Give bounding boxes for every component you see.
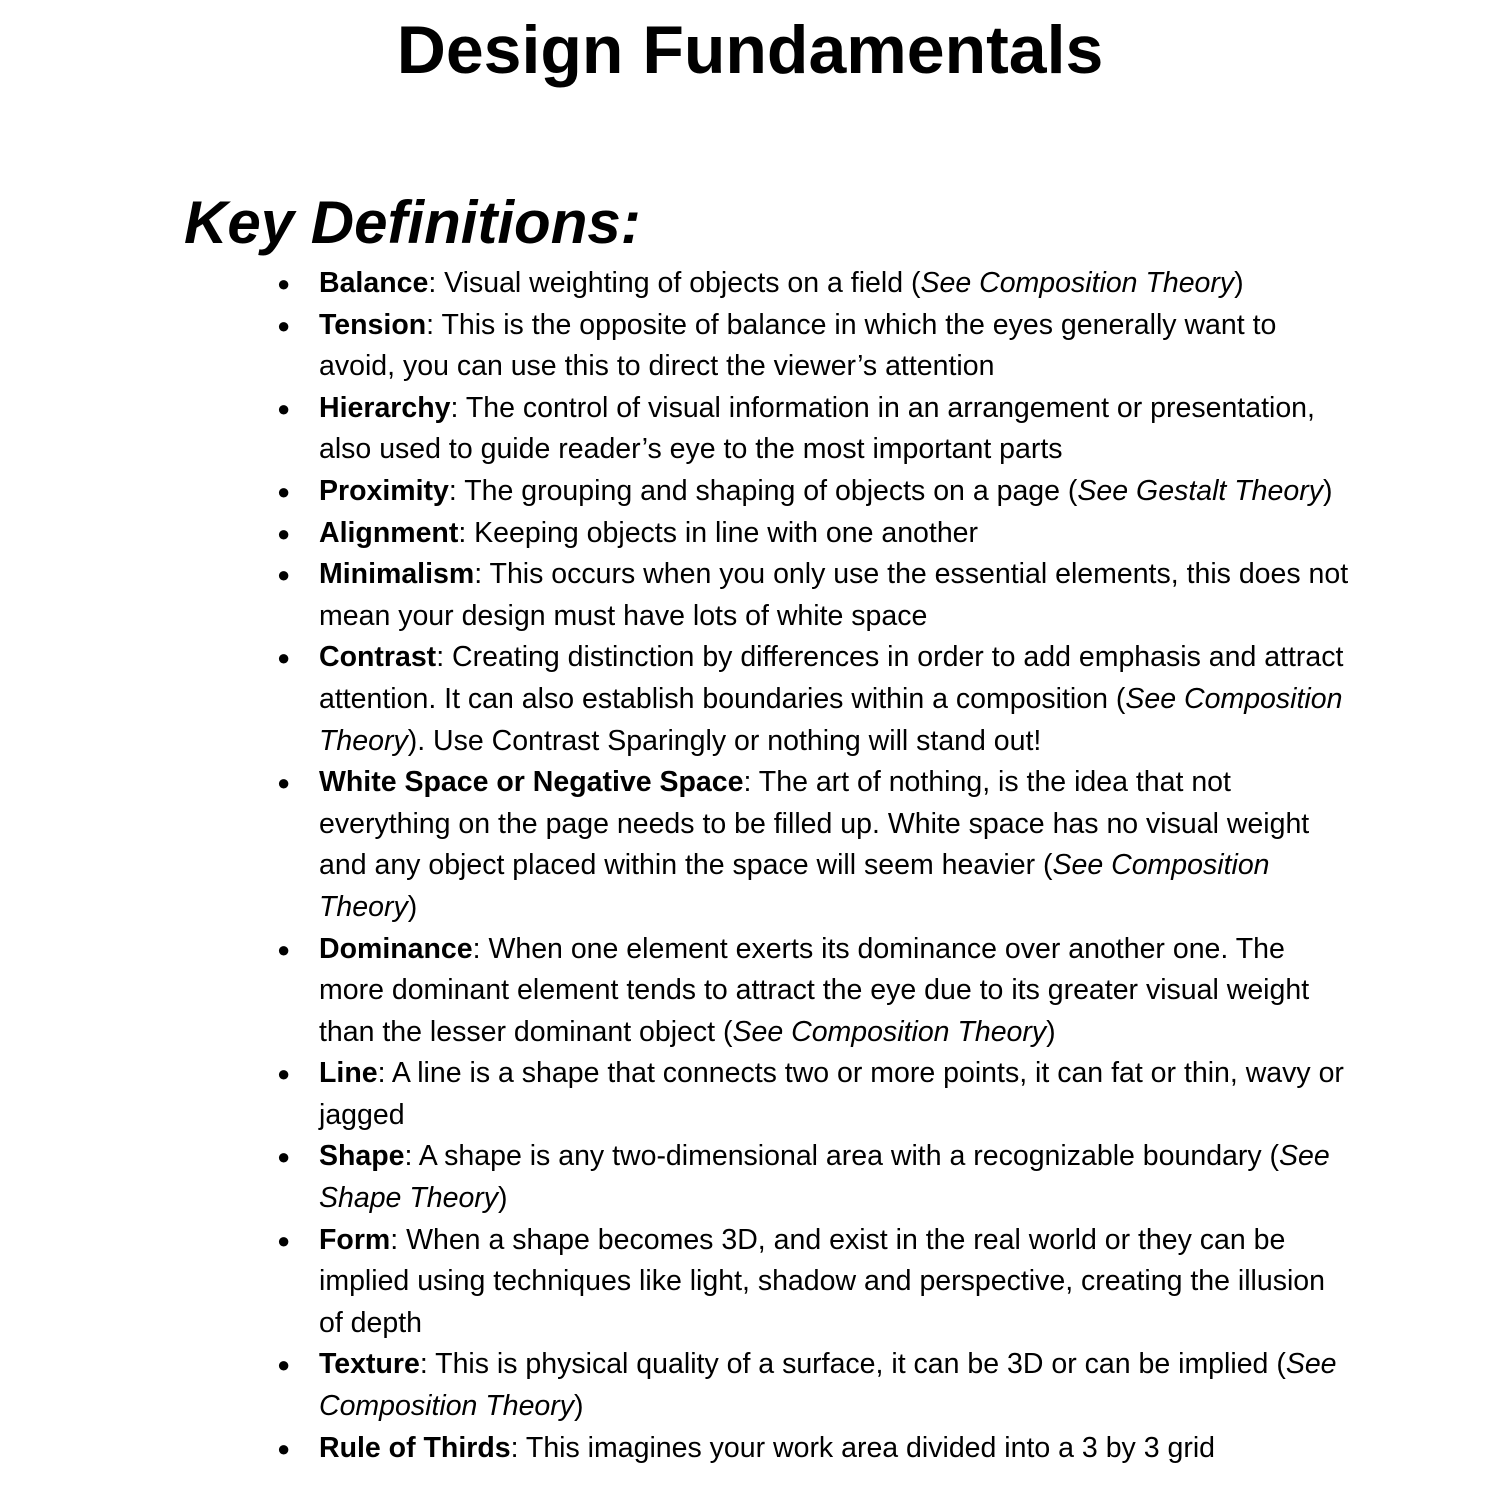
definition-tail: ) (574, 1390, 584, 1423)
bullet-icon: ● (277, 1352, 291, 1378)
definition-term: White Space or Negative Space (319, 766, 744, 799)
definition-item (277, 762, 1349, 928)
definition-item (277, 929, 1349, 1054)
definition-item (277, 637, 1349, 762)
definition-item (277, 1136, 1349, 1219)
definition-item (277, 1220, 1349, 1345)
definition-item (277, 263, 1349, 305)
definition-item (277, 554, 1349, 637)
definition-term: Minimalism (319, 558, 475, 591)
definition-text: : When a shape becomes 3D, and exist in the real world or they can be implied using techniques like light, shadow and perspective, creating the illusion of depth (319, 1223, 1326, 1339)
bullet-icon: ● (277, 395, 291, 421)
definition-tail: ) (1046, 1015, 1056, 1048)
definition-item (277, 1428, 1349, 1470)
bullet-icon: ● (277, 312, 291, 338)
definition-term: Shape (319, 1140, 405, 1173)
definition-term: Tension (319, 308, 427, 341)
definition-text: : This occurs when you only use the essential elements, this does not mean your design must have lots of white space (319, 558, 1349, 632)
definition-term: Form (319, 1223, 391, 1256)
definition-reference: See Shape Theory (319, 1140, 1330, 1215)
definition-text: : This imagines your work area divided into a 3 by 3 grid (510, 1431, 1216, 1464)
definition-tail: ) (1322, 474, 1333, 507)
definition-term: Proximity (319, 474, 449, 507)
definition-tail: ) (407, 890, 418, 923)
definition-term: Balance (319, 267, 429, 299)
definition-item (277, 513, 1349, 555)
definition-item (277, 471, 1349, 513)
definition-reference: See Composition Theory (920, 267, 1235, 299)
bullet-icon: ● (277, 645, 291, 671)
bullet-icon: ● (277, 936, 291, 962)
definition-text: : A line is a shape that connects two or more points, it can fat or thin, wavy or jagged (319, 1057, 1344, 1131)
definition-term: Alignment (319, 516, 459, 549)
definition-reference: See Composition Theory (319, 849, 1270, 923)
definition-text: : This is the opposite of balance in which the eyes generally want to avoid, you can use this to direct the viewer’s attention (319, 308, 1277, 383)
bullet-icon: ● (277, 562, 291, 588)
definition-text: : The art of nothing, is the idea that not everything on the page needs to be filled up. White space has no visual weight and any object placed within the space will seem heavier ( (319, 766, 1310, 882)
bullet-icon: ● (277, 478, 291, 504)
definition-item (277, 305, 1349, 388)
definition-item (277, 1344, 1349, 1427)
definition-term: Rule of Thirds (319, 1431, 511, 1464)
definition-text: : Visual weighting of objects on a field ( (428, 267, 921, 299)
definition-text: : When one element exerts its dominance over another one. The more dominant element tends to attract the eye due to its greater visual weight than the lesser dominant object ( (319, 932, 1310, 1048)
definition-term: Dominance (319, 932, 473, 965)
section-heading: Key Definitions: (184, 189, 641, 256)
definition-text: : This is physical quality of a surface, it can be 3D or can be implied ( (419, 1348, 1286, 1381)
definition-reference: See Composition Theory (319, 1348, 1337, 1423)
definition-item (277, 388, 1349, 471)
definition-tail: ). Use Contrast Sparingly or nothing will stand out! (407, 724, 1042, 757)
bullet-icon: ● (277, 770, 291, 796)
bullet-icon: ● (277, 271, 291, 296)
definition-text: : Keeping objects in line with one another (458, 516, 979, 549)
definition-text: : Creating distinction by differences in order to add emphasis and attract attention. It can also establish boundaries within a composition ( (319, 641, 1344, 715)
definition-tail: ) (1234, 267, 1244, 299)
definition-reference: See Gestalt Theory (1077, 474, 1323, 507)
definition-text: : A shape is any two-dimensional area with a recognizable boundary ( (404, 1140, 1280, 1173)
bullet-icon: ● (277, 1061, 291, 1087)
definition-tail: ) (498, 1182, 508, 1215)
definition-reference: See Composition Theory (319, 682, 1343, 757)
page-title: Design Fundamentals (396, 12, 1104, 88)
bullet-icon: ● (277, 520, 291, 546)
definition-term: Line (319, 1057, 378, 1090)
definition-term: Hierarchy (319, 391, 451, 424)
bullet-icon: ● (277, 1435, 291, 1461)
definition-item (277, 1053, 1349, 1136)
definition-reference: See Composition Theory (732, 1015, 1047, 1048)
bullet-icon: ● (277, 1227, 291, 1253)
definition-term: Contrast (319, 641, 437, 674)
definition-term: Texture (319, 1348, 420, 1381)
bullet-icon: ● (277, 1144, 291, 1170)
definition-text: : The grouping and shaping of objects on a page ( (448, 474, 1078, 507)
definitions-list (277, 263, 1349, 1469)
definition-text: : The control of visual information in an arrangement or presentation, also used to guide reader’s eye to the most important parts (319, 391, 1315, 466)
